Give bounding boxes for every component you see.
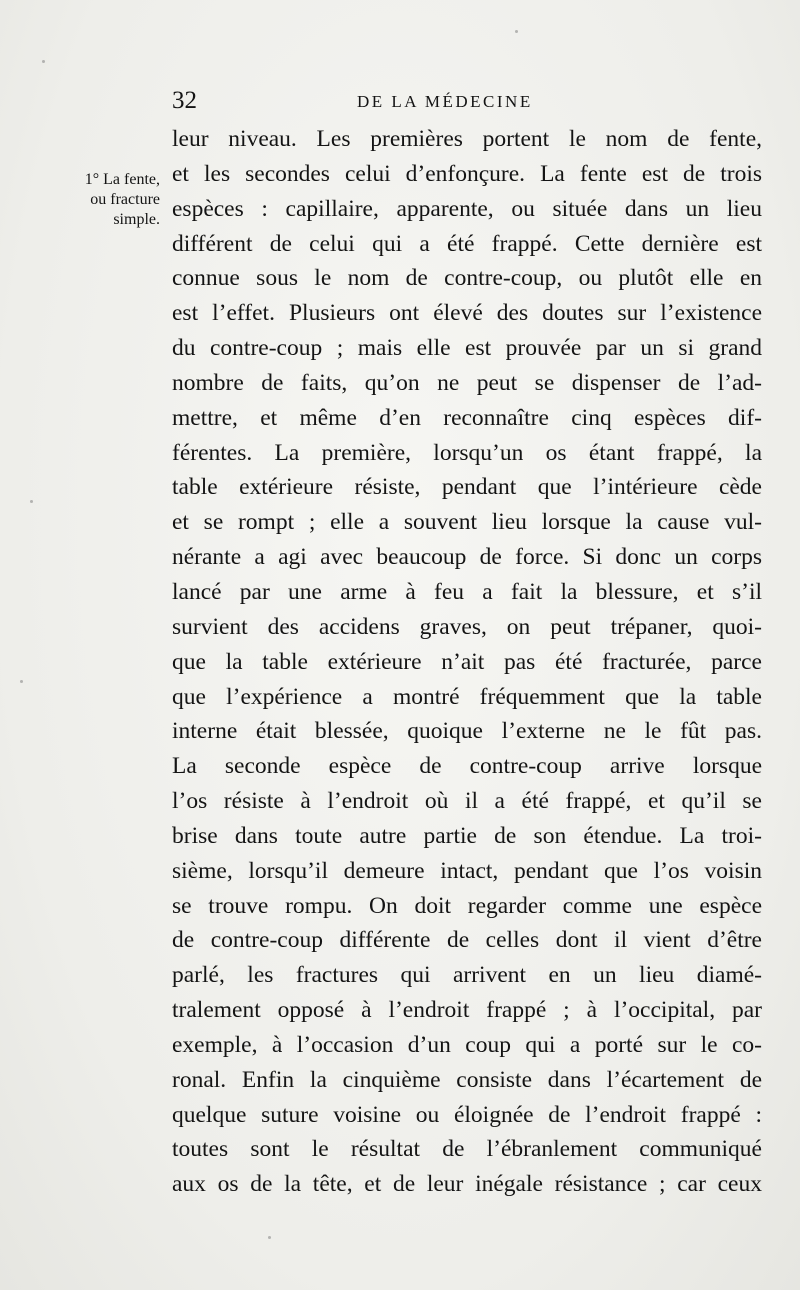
body-text (172, 122, 762, 1202)
text-line: brise dans toute autre partie de son étendue. La troi- (172, 822, 762, 849)
text-line: est l’effet. Plusieurs ont élevé des doutes sur l’existence (172, 300, 762, 327)
text-line: La seconde espèce de contre-coup arrive lorsque (172, 753, 762, 780)
text-line: nombre de faits, qu’on ne peut se dispenser de l’ad- (172, 369, 762, 396)
margin-note-line: simple. (113, 211, 160, 228)
text-line: du contre-coup ; mais elle est prouvée par un si grand (172, 335, 762, 362)
paper-speck (42, 60, 45, 63)
text-line: différent de celui qui a été frappé. Cette dernière est (172, 230, 762, 257)
margin-note-line: 1° La fente, (84, 171, 160, 188)
text-line: table extérieure résiste, pendant que l’intérieure cède (172, 474, 762, 501)
paper-speck (30, 500, 33, 503)
text-line: l’os résiste à l’endroit où il a été frappé, et qu’il se (172, 788, 762, 815)
text-line: se trouve rompu. On doit regarder comme une espèce (172, 892, 762, 919)
text-line: aux os de la tête, et de leur inégale résistance ; car ceux (172, 1171, 762, 1198)
text-line: exemple, à l’occasion d’un coup qui a porté sur le co- (172, 1031, 762, 1058)
text-line: lancé par une arme à feu a fait la blessure, et s’il (172, 578, 762, 605)
text-line: leur niveau. Les premières portent le nom de fente, (172, 126, 762, 152)
text-line: férentes. La première, lorsqu’un os étant frappé, la (172, 439, 762, 466)
text-line: de contre-coup différente de celles dont il vient d’être (172, 927, 762, 954)
text-line: tralement opposé à l’endroit frappé ; à l’occipital, par (172, 997, 762, 1024)
paper-speck (515, 30, 518, 33)
running-title: DE LA MÉDECINE (357, 92, 533, 111)
margin-note-line: ou fracture (90, 191, 160, 208)
text-line: mettre, et même d’en reconnaître cinq espèces dif- (172, 404, 762, 431)
text-line: toutes sont le résultat de l’ébranlement communiqué (172, 1136, 762, 1163)
text-line: connue sous le nom de contre-coup, ou plutôt elle en (172, 265, 762, 292)
text-line: ronal. Enfin la cinquième consiste dans l’écartement de (172, 1066, 762, 1093)
paper-speck (20, 680, 23, 683)
page-number: 32 (172, 87, 197, 114)
text-line: sième, lorsqu’il demeure intact, pendant que l’os voisin (172, 857, 762, 884)
text-line: et les secondes celui d’enfonçure. La fente est de trois (172, 160, 762, 187)
text-line: nérante a agi avec beaucoup de force. Si donc un corps (172, 544, 762, 571)
margin-note (55, 170, 160, 230)
text-line: interne était blessée, quoique l’externe ne le fût pas. (172, 718, 762, 745)
text-line: et se rompt ; elle a souvent lieu lorsque la cause vul- (172, 509, 762, 536)
text-line: quelque suture voisine ou éloignée de l’endroit frappé : (172, 1101, 762, 1128)
text-line: parlé, les fractures qui arrivent en un lieu diamé- (172, 962, 762, 989)
paper-speck (268, 1236, 271, 1239)
page-header (172, 86, 572, 116)
text-line: que la table extérieure n’ait pas été fracturée, parce (172, 648, 762, 675)
text-line: que l’expérience a montré fréquemment que la table (172, 683, 762, 710)
text-line: survient des accidens graves, on peut trépaner, quoi- (172, 613, 762, 640)
text-line: espèces : capillaire, apparente, ou située dans un lieu (172, 195, 762, 222)
